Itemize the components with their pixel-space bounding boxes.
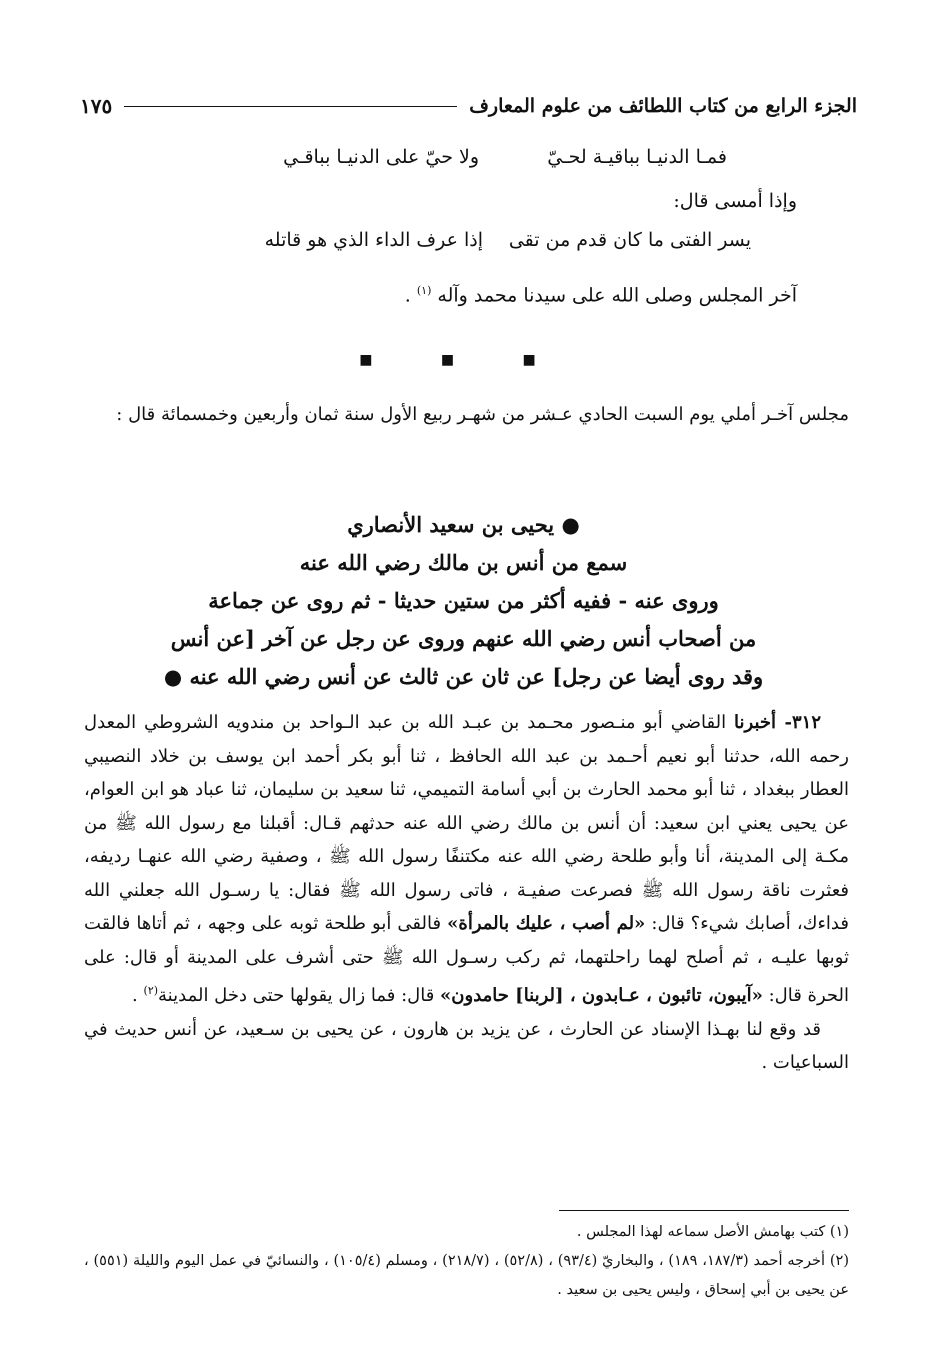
- footnote-ref-1: (١): [416, 284, 432, 297]
- heading-line-5: وقد روى أيضا عن رجل] عن ثان عن ثالث عن أنس رضي الله عنه ●: [163, 664, 764, 689]
- evening-line: وإذا أمسى قال:: [673, 190, 797, 212]
- page-number: ١٧٥: [80, 94, 113, 118]
- section-separator: ■ ■ ■: [359, 352, 568, 368]
- heading-line-1: ● يحيى بن سعيد الأنصاري: [347, 512, 580, 537]
- hadith-end-mark: .: [132, 985, 138, 1006]
- heading-line-3: وروى عنه - ففيه أكثر من ستين حديثا - ثم روى عن جماعة: [208, 588, 719, 613]
- footnotes: [84, 1218, 849, 1305]
- header-title: الجزء الرابع من كتاب اللطائف من علوم المعارف: [469, 95, 857, 117]
- footnote-1: (١) كتب بهامش الأصل سماعه لهذا المجلس .: [576, 1224, 849, 1240]
- heading-line-2: سمع من أنس بن مالك رضي الله عنه: [299, 550, 628, 575]
- closing-line-wrap: آخر المجلس وصلى الله على سيدنا محمد وآله $^{(١)}$ .: [404, 284, 797, 307]
- verse-2-first-half: يسر الفتى ما كان قدم من تقى: [508, 229, 751, 251]
- verse-first-half-1-wrap: [547, 146, 727, 168]
- header-rule: [124, 106, 457, 107]
- hadith-quote-2: «آيبون، تائبون ، عـابدون ، [لربنا] حامدون»: [440, 985, 763, 1006]
- session-intro: مجلس آخـر أملي يوم السبت الحادي عـشر من شهـر ربيع الأول سنة ثمان وأربعين وخمسمائة قال :: [116, 404, 849, 425]
- footnote-ref-2: (٢): [143, 984, 159, 997]
- verse-second-half-2-wrap: [265, 229, 483, 251]
- verse-2-second-half: إذا عرف الداء الذي هو قاتله: [264, 229, 483, 251]
- hadith-quote-1: «لم أصب ، عليك بالمرأة»: [447, 913, 646, 934]
- footnote-rule: [559, 1210, 849, 1211]
- footnote-2: (٢) أخرجه أحمد (١٨٧/٣، ١٨٩) ، والبخاريّ (٩٣/٤) ، (٥٢/٨) ، (٢١٨/٧) ، ومسلم (١٠٥/٤) ، والنسائيّ في عمل اليوم والليلة (٥٥١) ، عن يحيى بن أبي إسحاق ، وليس يحيى بن سعيد .: [84, 1253, 850, 1298]
- main-text: [84, 706, 849, 1080]
- chain-note: قد وقع لنا بهـذا الإسناد عن الحارث ، عن يزيد بن هارون ، عن يحيى بن سـعيد، عن أنس حديث في السباعيات .: [84, 1018, 849, 1073]
- heading-line-4: من أصحاب أنس رضي الله عنهم وروى عن رجل عن آخر [عن أنس: [170, 626, 757, 651]
- hadith-number: ٣١٢- أخبرنا: [734, 712, 821, 733]
- section-heading: [120, 506, 807, 696]
- hadith-text-2: فالقى أبو طلحة ثوبه على وجهه ، ثم أتاها فالقت ثوبها عليـه ، ثم أصلح لهما راحلتهما، ثم ركب رسـول الله ﷺ حتى أشرف على المدينة أو قال: على الحرة قال:: [84, 913, 849, 1006]
- verse-second-half-1-wrap: [283, 146, 479, 168]
- closing-line: آخر المجلس وصلى الله على سيدنا محمد وآله: [437, 284, 797, 307]
- running-header: [80, 86, 857, 126]
- hadith-text-1: القاضي أبو منـصور محـمد بن عبـد الله بن عبد الـواحد بن مندويه الشروطي المعدل رحمه الله، حدثنا أبو نعيم أحـمد بن عبد الله الحافظ ، ثنا أبو بكر أحمد ابن يوسف بن خلاد النصيبي العطار ببغداد ، ثنا أبو محمد الحارث بن أبي أسامة التميمي، ثنا سعيد بن سليمان، ثنا عباد هو ابن العوام، عن يحيى يعني ابن سعيد: أن أنس بن مالك رضي الله عنه حدثهم قـال: أقبلنا مع رسول الله ﷺ من مكـة إلى المدينة، أنا وأبو طلحة رضي الله عنه مكتنفًا رسول الله ﷺ ، وصفية رضي الله عنهـا رديفه، فعثرت ناقة رسول الله ﷺ فصرعت صفيـة ، فاتى رسول الله ﷺ فقال: يا رسـول الله جعلني الله فداءك، أصابك شيء؟ قال:: [84, 712, 849, 934]
- hadith-text-3: قال: فما زال يقولها حتى دخل المدينة: [158, 985, 435, 1006]
- verse-1-first-half: فمـا الدنيـا بباقيـة لحـيّ: [547, 146, 727, 168]
- hadith-paragraph: [84, 706, 849, 1013]
- verse-1-second-half: ولا حيّ على الدنيـا بباقـي: [283, 146, 479, 168]
- verse-first-half-2-wrap: [509, 229, 751, 251]
